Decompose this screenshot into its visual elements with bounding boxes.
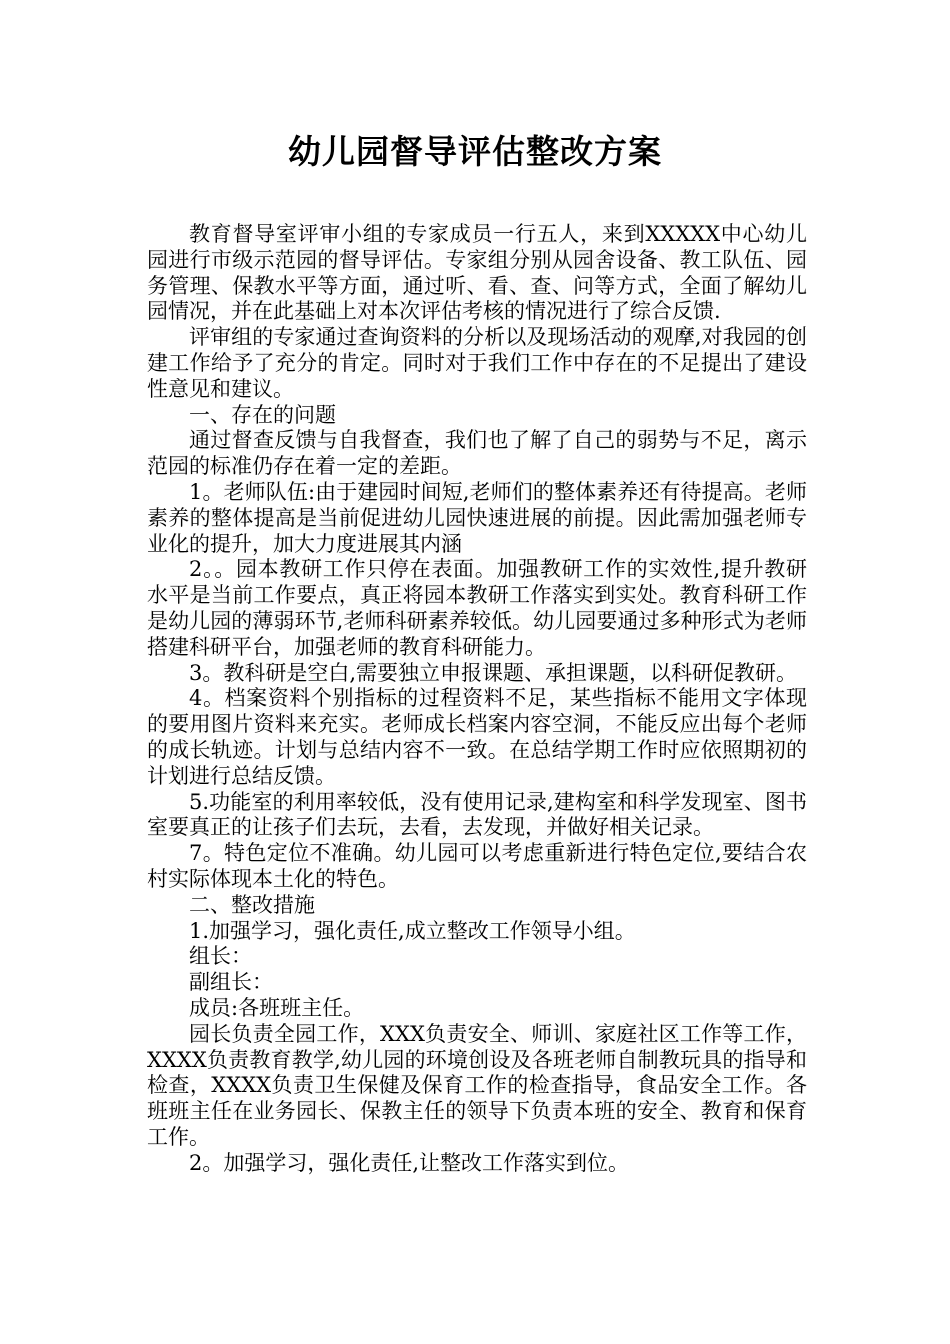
problem-item-4: 4。档案资料个别指标的过程资料不足，某些指标不能用文字体现的要用图片资料来充实。老师成长档案内容空洞，不能反应出每个老师的成长轨迹。计划与总结内容不一致。在总结学期工作时应依照期初的计划进行总结反馈。	[147, 686, 807, 788]
document-body	[147, 222, 807, 1176]
problem-item-2: 2。。园本教研工作只停在表面。加强教研工作的实效性,提升教研水平是当前工作要点，真正将园本教研工作落实到实处。教育科研工作是幼儿园的薄弱环节,老师科研素养较低。幼儿园要通过多种形式为老师搭建科研平台，加强老师的教育科研能力。	[147, 557, 807, 659]
measure-item-2: 2。加强学习，强化责任,让整改工作落实到位。	[189, 1150, 630, 1175]
paragraph-feedback: 评审组的专家通过查询资料的分析以及现场活动的观摩,对我园的创建工作给予了充分的肯定。同时对于我们工作中存在的不足提出了建设性意见和建议。	[147, 325, 807, 401]
measure-item-1: 1.加强学习，强化责任,成立整改工作领导小组。	[189, 918, 636, 943]
team-leader-line: 组长：	[189, 944, 252, 969]
section-heading-problems: 一、存在的问题	[189, 402, 336, 427]
problem-item-5: 5.功能室的利用率较低，没有使用记录,建构室和科学发现室、图书室要真正的让孩子们去玩，去看，去发现，并做好相关记录。	[147, 789, 807, 840]
team-deputy-line: 副组长：	[189, 970, 273, 995]
paragraph-intro: 教育督导室评审小组的专家成员一行五人，来到XXXXX中心幼儿园进行市级示范园的督导评估。专家组分别从园舍设备、教工队伍、园务管理、保教水平等方面，通过听、看、查、问等方式，全面了解幼儿园情况，并在此基础上对本次评估考核的情况进行了综合反馈.	[147, 222, 807, 324]
section-heading-measures: 二、整改措施	[189, 892, 315, 917]
problem-item-3: 3。教科研是空白,需要独立申报课题、承担课题，以科研促教研。	[189, 660, 798, 685]
paragraph-responsibilities: 园长负责全园工作，XXX负责安全、师训、家庭社区工作等工作，XXXX负责教育教学,幼儿园的环境创设及各班老师自制教玩具的指导和检查，XXXX负责卫生保健及保育工作的检查指导，食品安全工作。各班班主任在业务园长、保教主任的领导下负责本班的安全、教育和保育工作。	[147, 1021, 807, 1149]
problem-item-7: 7。特色定位不准确。幼儿园可以考虑重新进行特色定位,要结合农村实际体现本土化的特色。	[147, 841, 807, 891]
team-members-line: 成员:各班班主任。	[189, 995, 365, 1020]
problem-item-1: 1。老师队伍:由于建园时间短,老师们的整体素养还有待提高。老师素养的整体提高是当前促进幼儿园快速进展的前提。因此需加强老师专业化的提升，加大力度进展其内涵	[147, 479, 807, 556]
document-title: 幼儿园督导评估整改方案	[288, 132, 662, 171]
paragraph-self-review: 通过督查反馈与自我督查，我们也了解了自己的弱势与不足，离示范园的标准仍存在着一定的差距。	[147, 428, 807, 479]
